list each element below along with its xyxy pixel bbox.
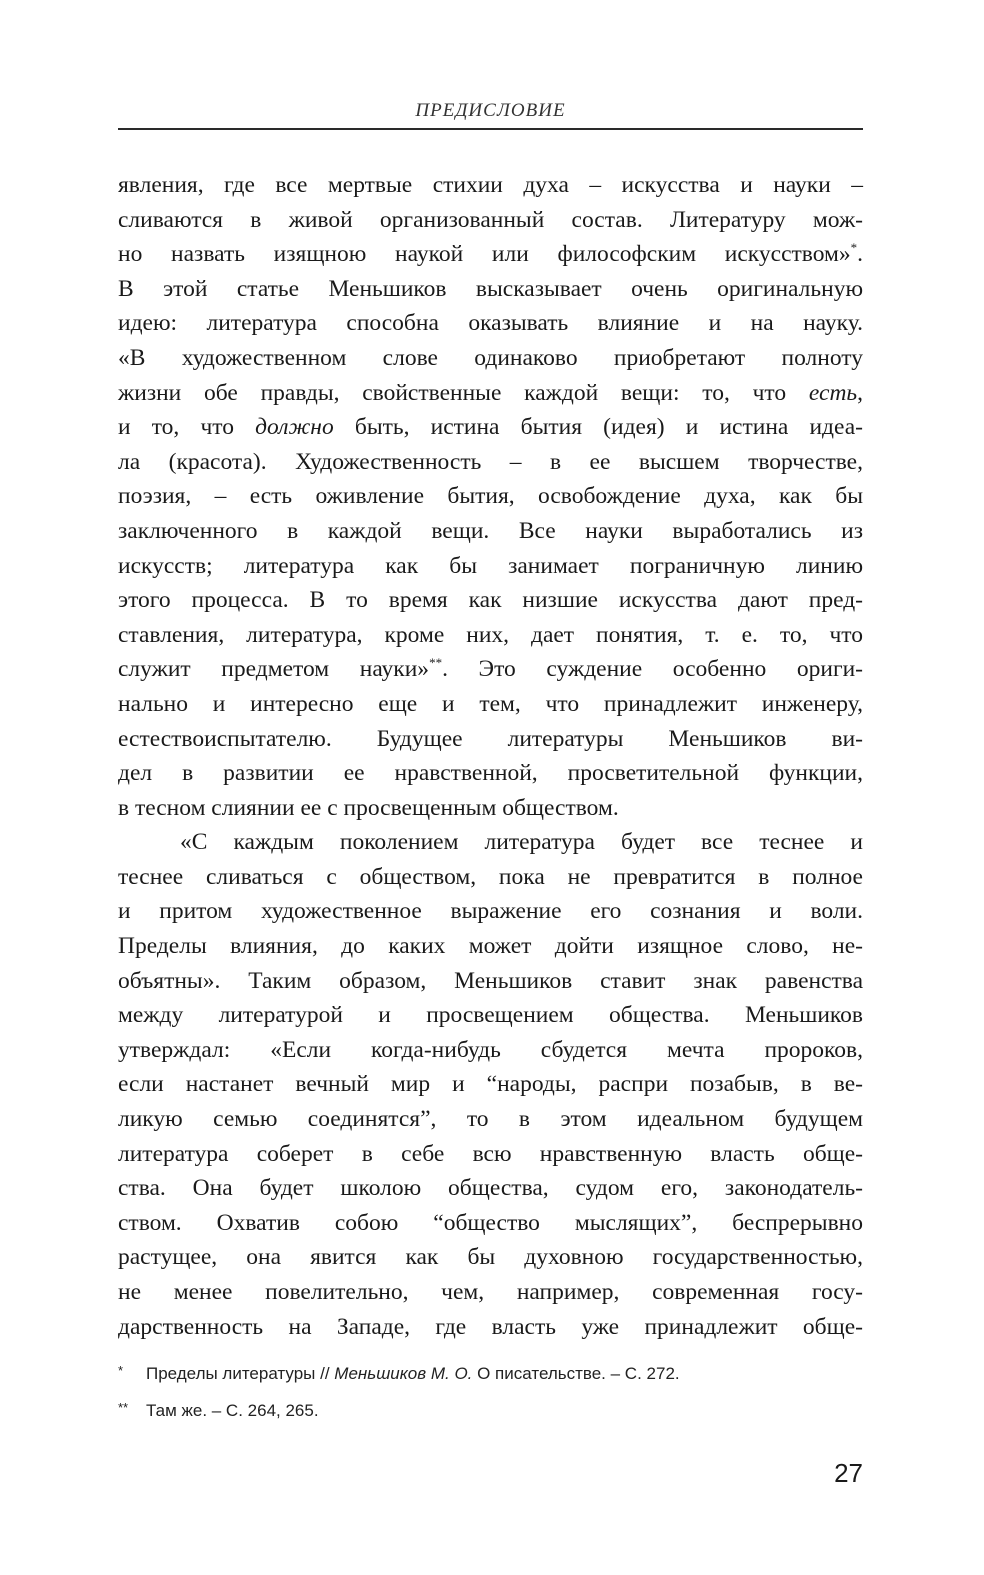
- text-segment: но назвать изящною наукой или философским искусством»: [118, 241, 851, 268]
- text-line: явления, где все мертвые стихии духа – искусства и науки –: [118, 172, 863, 198]
- text-line: «В художественном слове одинаково приобретают полноту: [118, 344, 863, 371]
- footnote-2: [118, 1391, 863, 1428]
- text-line: между литературой и просвещением общества. Меньшиков: [118, 1002, 863, 1029]
- header-rule: [118, 128, 863, 130]
- text-segment: . Это суждение особенно ориги-: [442, 656, 863, 683]
- text-line: искусств; литература как бы занимает пограничную линию: [118, 552, 863, 579]
- footnote-text: О писательстве. – С. 272.: [472, 1364, 680, 1383]
- text-line: [118, 376, 863, 411]
- text-line: ликую семью соединятся”, то в этом идеальном будущем: [118, 1106, 863, 1133]
- text-line: нально и интересно еще и тем, что принадлежит инженеру,: [118, 690, 863, 717]
- text-segment: служит предметом науки»: [118, 656, 430, 683]
- page-number: 27: [834, 1458, 863, 1488]
- footnote-text: Там же. – С. 264, 265.: [146, 1401, 319, 1420]
- footnote-mark: **: [118, 1400, 129, 1415]
- text-line: [118, 652, 863, 687]
- text-line: дарственность на Западе, где власть уже принадлежит обще-: [118, 1313, 863, 1340]
- text-line: ства. Она будет школою общества, судом его, законодатель-: [118, 1175, 863, 1202]
- text-line: ставления, литература, кроме них, дает понятия, т. е. то, что: [118, 621, 863, 648]
- text-segment: и то, что: [118, 414, 256, 441]
- footnote-text: Пределы литературы //: [146, 1364, 335, 1383]
- text-line: не менее повелительно, чем, например, современная госу-: [118, 1279, 863, 1305]
- text-line: [118, 410, 863, 445]
- text-line: и притом художественное выражение его сознания и воли.: [118, 898, 863, 925]
- text-line: поэзия, – есть оживление бытия, освобождение духа, как бы: [118, 483, 863, 510]
- text-line: утверждал: «Если когда-нибудь сбудется мечта пророков,: [118, 1036, 863, 1063]
- text-line: В этой статье Меньшиков высказывает очень оригинальную: [118, 275, 863, 302]
- text-line: [118, 237, 863, 272]
- footnote-author: Меньшиков М. О.: [334, 1364, 473, 1383]
- text-segment: ,: [857, 379, 863, 406]
- footnote-ref-2: **: [429, 655, 443, 671]
- text-line: естествоиспытателю. Будущее литературы Меньшиков ви-: [118, 725, 863, 752]
- italic-word: есть: [808, 379, 858, 406]
- text-segment: жизни обе правды, свойственные каждой вещи: то, что: [118, 379, 809, 406]
- running-title: ПРЕДИСЛОВИЕ: [415, 100, 566, 121]
- text-line: сливаются в живой организованный состав. Литературу мож-: [118, 206, 863, 233]
- footnote-1: [118, 1354, 863, 1391]
- body-text: [118, 168, 863, 1344]
- text-line: в тесном слиянии ее с просвещенным обществом.: [118, 794, 619, 821]
- text-line: этого процесса. В то время как низшие искусства дают пред-: [118, 587, 863, 614]
- text-line: объятны». Таким образом, Меньшиков ставит знак равенства: [118, 967, 863, 994]
- text-line: если настанет вечный мир и “народы, распри позабыв, в ве-: [118, 1071, 863, 1098]
- text-line: идею: литература способна оказывать влияние и на науку.: [118, 310, 863, 337]
- paragraph-start-line: «С каждым поколением литература будет все теснее и: [180, 829, 863, 856]
- text-line: ла (красота). Художественность – в ее высшем творчестве,: [118, 448, 863, 475]
- footnote-mark: *: [118, 1363, 124, 1378]
- text-line: теснее сливаться с обществом, пока не превратится в полное: [118, 863, 863, 890]
- text-line: дел в развитии ее нравственной, просветительной функции,: [118, 760, 863, 787]
- italic-word: должно: [255, 414, 334, 441]
- footnote-ref-1: *: [850, 240, 858, 256]
- text-line: растущее, она явится как бы духовною государственностью,: [118, 1244, 863, 1271]
- text-line: ством. Охватив собою “общество мыслящих”, беспрерывно: [118, 1209, 863, 1236]
- text-line: Пределы влияния, до каких может дойти изящное слово, не-: [118, 933, 863, 960]
- text-line: литература соберет в себе всю нравственную власть обще-: [118, 1140, 863, 1167]
- footnotes: [118, 1354, 863, 1428]
- text-segment: .: [857, 241, 863, 268]
- text-line: заключенного в каждой вещи. Все науки выработались из: [118, 517, 863, 544]
- text-segment: быть, истина бытия (идея) и истина идеа-: [333, 414, 863, 441]
